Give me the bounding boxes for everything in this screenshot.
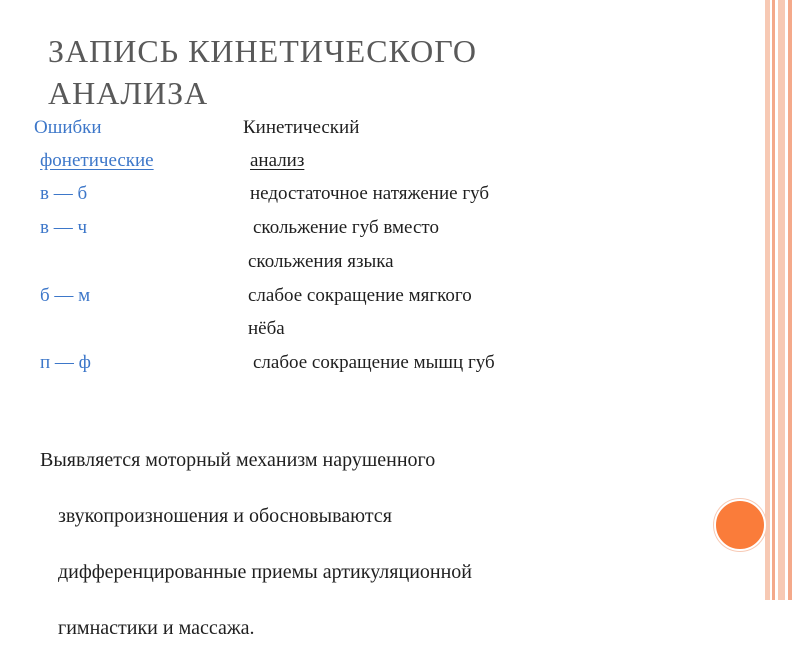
decor-stripe	[788, 0, 792, 600]
analysis-text: слабое сокращение мышц губ	[253, 352, 495, 373]
header-kinetic: Кинетический	[243, 117, 360, 138]
decor-circle	[714, 499, 766, 551]
analysis-text: скольжения языка	[248, 251, 394, 272]
conclusion-paragraph	[40, 418, 640, 670]
header-phonetic-text: фонетические	[40, 150, 154, 171]
conclusion-line: Выявляется моторный механизм нарушенного	[40, 449, 436, 471]
title-line-1: ЗАПИСЬ КИНЕТИЧЕСКОГО	[48, 33, 477, 69]
error-pair: в — б	[40, 183, 88, 204]
header-errors: Ошибки	[34, 117, 102, 138]
analysis-text: нёба	[248, 318, 285, 339]
error-pair: п — ф	[40, 352, 91, 373]
analysis-text: слабое сокращение мягкого	[248, 285, 472, 306]
conclusion-line: гимнастики и массажа.	[58, 617, 255, 639]
error-pair: б — м	[40, 285, 91, 306]
analysis-text: скольжение губ вместо	[253, 217, 439, 238]
decor-stripe	[778, 0, 785, 600]
slide-title	[48, 30, 728, 114]
conclusion-line: звукопроизношения и обосновываются	[58, 505, 392, 527]
header-phonetic	[40, 149, 248, 173]
error-pair: в — ч	[40, 217, 88, 238]
decor-stripe	[765, 0, 770, 600]
decor-stripe	[772, 0, 775, 600]
analysis-text: недостаточное натяжение губ	[250, 183, 490, 204]
header-analysis: анализ	[250, 150, 305, 171]
title-line-2: АНАЛИЗА	[48, 75, 209, 111]
conclusion-line: дифференцированные приемы артикуляционной	[58, 561, 473, 583]
